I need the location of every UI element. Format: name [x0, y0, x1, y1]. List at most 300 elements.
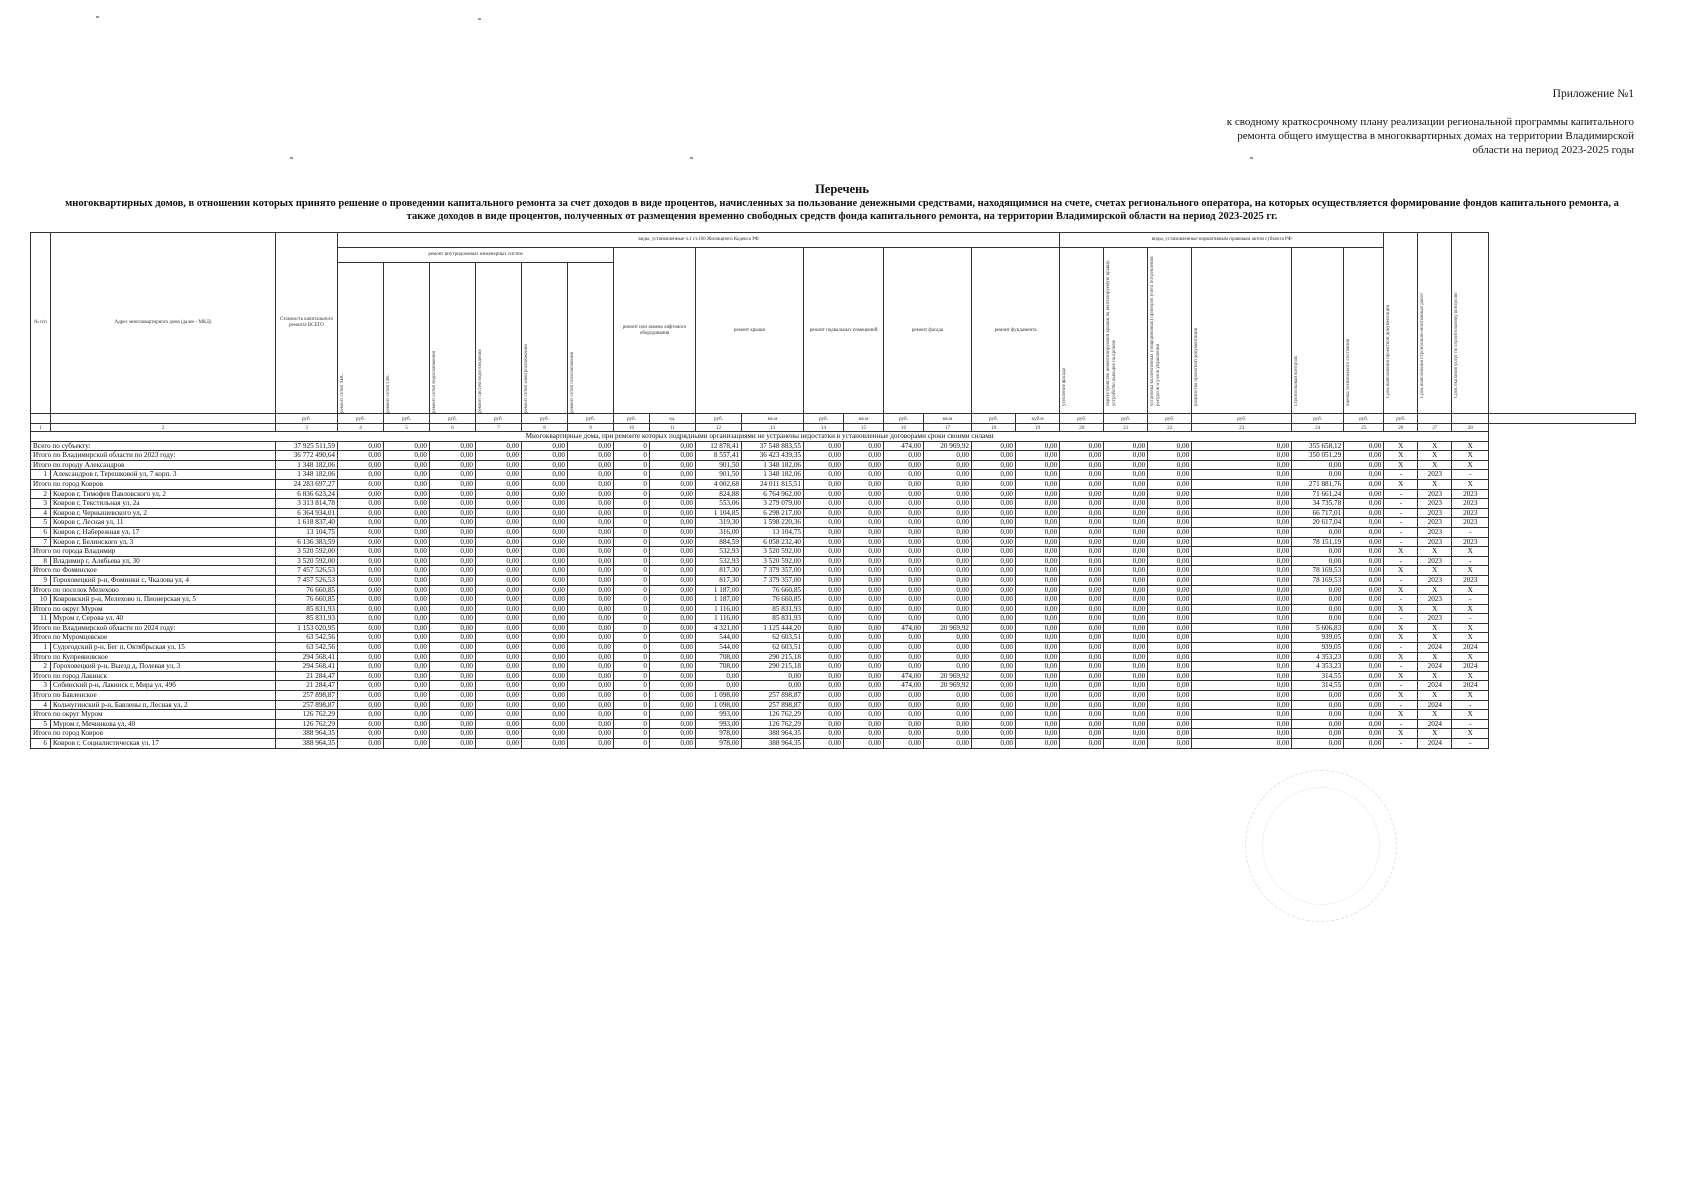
row-value: 0,00: [1148, 652, 1192, 662]
row-address: Итого по Владимирской области по 2024 году:: [31, 623, 276, 633]
row-value: 0,00: [844, 662, 884, 672]
row-cost: 3 313 814,78: [276, 499, 338, 509]
row-value: 0,00: [804, 499, 844, 509]
subtotal-row: [31, 566, 1636, 576]
row-value: 0: [614, 479, 650, 489]
subtotal-row: [31, 604, 1636, 614]
row-term: 2023: [1418, 537, 1452, 547]
row-value: 0: [614, 566, 650, 576]
row-address: Судогодский р-н, Бег п, Октябрьская ул, 15: [51, 643, 276, 653]
row-value: 0: [614, 585, 650, 595]
row-value: 0: [614, 537, 650, 547]
row-value: 0: [614, 595, 650, 605]
row-value: 355 658,12: [1292, 441, 1344, 451]
row-address: Муром г, Серова ул, 40: [51, 614, 276, 624]
row-value: 978,00: [696, 729, 742, 739]
row-address: Ковров г, Лесная ул, 11: [51, 518, 276, 528]
row-value: 0,00: [804, 710, 844, 720]
row-term: X: [1452, 671, 1489, 681]
row-value: 0: [614, 499, 650, 509]
row-value: 0,00: [1292, 719, 1344, 729]
row-value: 0,00: [650, 451, 696, 461]
row-value: 0,00: [430, 585, 476, 595]
row-value: 0,00: [1148, 479, 1192, 489]
row-value: 0,00: [1016, 662, 1060, 672]
row-cost: 1 348 182,06: [276, 470, 338, 480]
row-value: 0,00: [924, 566, 972, 576]
row-value: 0,00: [1192, 691, 1292, 701]
row-value: 0,00: [1292, 527, 1344, 537]
row-value: 0,00: [884, 566, 924, 576]
row-value: 0,00: [568, 719, 614, 729]
row-value: 350 051,29: [1292, 451, 1344, 461]
row-value: 1 116,00: [696, 614, 742, 624]
row-number: 11: [31, 614, 51, 624]
column-number: 6: [430, 424, 476, 432]
row-value: 0,00: [844, 508, 884, 518]
row-value: 0,00: [1104, 691, 1148, 701]
row-value: 0,00: [924, 595, 972, 605]
row-term: X: [1418, 479, 1452, 489]
row-value: 0,00: [650, 633, 696, 643]
row-value: 0,00: [650, 489, 696, 499]
row-term: 2023: [1418, 614, 1452, 624]
row-value: 0,00: [1192, 729, 1292, 739]
row-value: 0,00: [1104, 739, 1148, 749]
row-value: 0,00: [384, 739, 430, 749]
row-value: 0,00: [844, 451, 884, 461]
scan-speck: [290, 157, 293, 159]
row-value: 0,00: [1016, 671, 1060, 681]
row-value: 0,00: [1104, 460, 1148, 470]
row-value: 0,00: [338, 623, 384, 633]
row-value: 817,30: [696, 566, 742, 576]
row-value: 0,00: [338, 508, 384, 518]
row-value: 0,00: [476, 441, 522, 451]
row-value: 0,00: [1016, 719, 1060, 729]
row-value: 0: [614, 633, 650, 643]
row-value: 0,00: [1060, 681, 1104, 691]
row-value: 0,00: [430, 575, 476, 585]
row-value: 0,00: [430, 662, 476, 672]
row-value: 0,00: [1192, 585, 1292, 595]
row-term: 2023: [1418, 556, 1452, 566]
row-value: 0,00: [844, 623, 884, 633]
row-value: 0,00: [972, 508, 1016, 518]
table-row: [31, 470, 1636, 480]
subtotal-row: [31, 547, 1636, 557]
row-value: 0,00: [924, 604, 972, 614]
row-value: 0,00: [844, 518, 884, 528]
row-value: 0,00: [1344, 489, 1384, 499]
row-address: Собинский р-н, Лакинск г, Мира ул, 49б: [51, 681, 276, 691]
row-value: 0,00: [384, 489, 430, 499]
row-value: 0,00: [804, 681, 844, 691]
row-value: 4 002,68: [696, 479, 742, 489]
row-value: 0,00: [650, 614, 696, 624]
row-value: 0,00: [1192, 479, 1292, 489]
row-value: 0,00: [338, 460, 384, 470]
row-value: 0,00: [1060, 575, 1104, 585]
row-term: -: [1452, 527, 1489, 537]
table-row: [31, 508, 1636, 518]
row-value: 0,00: [1344, 479, 1384, 489]
row-value: 0,00: [384, 671, 430, 681]
row-value: 0,00: [972, 729, 1016, 739]
row-value: 0,00: [384, 547, 430, 557]
header-r4: разработка проектной документации: [1192, 248, 1292, 414]
row-value: 0,00: [1060, 671, 1104, 681]
column-number: 24: [1292, 424, 1344, 432]
row-value: 0,00: [1292, 460, 1344, 470]
row-value: 0,00: [650, 537, 696, 547]
row-value: 0,00: [568, 671, 614, 681]
row-value: 0,00: [1344, 460, 1384, 470]
column-number: 18: [972, 424, 1016, 432]
row-value: 0,00: [338, 441, 384, 451]
row-term: X: [1452, 451, 1489, 461]
row-value: 0,00: [1192, 441, 1292, 451]
row-value: 0,00: [972, 470, 1016, 480]
row-value: 0,00: [1192, 575, 1292, 585]
row-value: 0,00: [650, 652, 696, 662]
row-value: 0,00: [338, 518, 384, 528]
row-value: 0,00: [924, 691, 972, 701]
row-value: 0,00: [430, 527, 476, 537]
row-term: -: [1384, 556, 1418, 566]
row-term: 2024: [1418, 739, 1452, 749]
header-group-engineering: ремонт внутридомовых инженерных систем: [338, 248, 614, 263]
row-term: -: [1384, 575, 1418, 585]
row-value: 0,00: [568, 614, 614, 624]
row-value: 20 969,92: [924, 623, 972, 633]
row-value: 36 423 439,35: [742, 451, 804, 461]
row-address: Ковров г, Белинского ул, 3: [51, 537, 276, 547]
subtotal-row: [31, 451, 1636, 461]
row-value: 0,00: [650, 547, 696, 557]
row-value: 0,00: [1148, 681, 1192, 691]
row-address: Итого по город Ковров: [31, 729, 276, 739]
header-c27: Срок выполнения строительно-монтажных работ: [1418, 233, 1452, 414]
row-address: Итого по Муромцевское: [31, 633, 276, 643]
row-value: 0,00: [338, 575, 384, 585]
row-cost: 294 568,41: [276, 662, 338, 672]
row-value: 0,00: [650, 643, 696, 653]
row-term: X: [1384, 451, 1418, 461]
row-term: X: [1384, 671, 1418, 681]
row-value: 0,00: [476, 575, 522, 585]
row-value: 0,00: [430, 537, 476, 547]
row-value: 0,00: [924, 547, 972, 557]
row-value: 0,00: [972, 566, 1016, 576]
row-value: 0,00: [338, 479, 384, 489]
row-value: 0,00: [972, 643, 1016, 653]
section-title: Многоквартирные дома, при ремонте которых подрядными организациями не устранены недостатки в установленные договорами сроки своими силами: [31, 432, 1489, 442]
row-value: 0: [614, 614, 650, 624]
row-value: 0,00: [476, 623, 522, 633]
row-value: 1 116,00: [696, 604, 742, 614]
row-value: 0,00: [1148, 537, 1192, 547]
row-value: 0,00: [568, 691, 614, 701]
row-value: 0,00: [696, 681, 742, 691]
row-value: 1 187,00: [696, 585, 742, 595]
row-value: 0,00: [844, 527, 884, 537]
header-cost: Стоимость капитального ремонта ВСЕГО: [276, 233, 338, 414]
row-value: 0,00: [1192, 527, 1292, 537]
row-term: X: [1384, 604, 1418, 614]
header-hws: ремонт сетей ГВС: [384, 263, 430, 414]
row-value: 0,00: [1192, 595, 1292, 605]
row-value: 0,00: [522, 719, 568, 729]
row-value: 0,00: [1192, 643, 1292, 653]
row-value: 0,00: [924, 537, 972, 547]
row-value: 0,00: [1060, 662, 1104, 672]
row-value: 8 557,41: [696, 451, 742, 461]
row-value: 0,00: [1148, 499, 1192, 509]
row-value: 0,00: [568, 441, 614, 451]
row-value: 0,00: [384, 652, 430, 662]
row-term: 2024: [1418, 700, 1452, 710]
row-value: 34 735,78: [1292, 499, 1344, 509]
column-number: 2: [51, 424, 276, 432]
row-value: 0,00: [476, 518, 522, 528]
row-value: 0,00: [1148, 700, 1192, 710]
row-value: 0,00: [522, 739, 568, 749]
header-power: ремонт сетей электроснабжения: [522, 263, 568, 414]
row-value: 0,00: [696, 671, 742, 681]
row-value: 290 215,18: [742, 662, 804, 672]
row-term: X: [1418, 671, 1452, 681]
row-value: 0,00: [1292, 710, 1344, 720]
column-number: 10: [614, 424, 650, 432]
row-cost: 126 762,29: [276, 719, 338, 729]
row-value: 0,00: [972, 691, 1016, 701]
row-value: 0,00: [1192, 547, 1292, 557]
row-cost: 388 964,35: [276, 739, 338, 749]
row-value: 0,00: [1104, 508, 1148, 518]
table-row: [31, 662, 1636, 672]
row-value: 0,00: [568, 556, 614, 566]
row-value: 0,00: [338, 595, 384, 605]
row-value: 0,00: [804, 489, 844, 499]
unit-cell: руб.: [384, 414, 430, 424]
row-cost: 76 660,85: [276, 595, 338, 605]
header-r5: строительный контроль: [1292, 248, 1344, 414]
row-value: 0,00: [1344, 671, 1384, 681]
row-value: 0: [614, 623, 650, 633]
row-value: 0,00: [650, 671, 696, 681]
row-value: 0,00: [884, 489, 924, 499]
row-address: Итого по Бавленское: [31, 691, 276, 701]
row-value: 0,00: [1292, 547, 1344, 557]
unit-cell: кв.м: [844, 414, 884, 424]
table-row: [31, 614, 1636, 624]
row-value: 37 548 883,55: [742, 441, 804, 451]
subtotal-row: [31, 460, 1636, 470]
row-value: 0,00: [924, 729, 972, 739]
row-value: 0,00: [884, 575, 924, 585]
row-value: 0,00: [650, 662, 696, 672]
row-address: Итого по поселок Мелехово: [31, 585, 276, 595]
row-address: Муром г, Мечникова ул, 40: [51, 719, 276, 729]
row-value: 0,00: [1148, 451, 1192, 461]
row-term: 2023: [1452, 518, 1489, 528]
row-value: 0,00: [1060, 691, 1104, 701]
unit-cell: руб.: [476, 414, 522, 424]
row-value: 0,00: [522, 460, 568, 470]
row-value: 0,00: [522, 729, 568, 739]
row-value: 0,00: [1344, 518, 1384, 528]
row-value: 0,00: [972, 739, 1016, 749]
subtotal-row: [31, 633, 1636, 643]
row-value: 0,00: [384, 681, 430, 691]
row-address: Итого по город Лакинск: [31, 671, 276, 681]
row-value: 0,00: [924, 700, 972, 710]
row-value: 0,00: [476, 643, 522, 653]
row-value: 0,00: [804, 729, 844, 739]
row-value: 0,00: [972, 671, 1016, 681]
row-value: 4 353,23: [1292, 652, 1344, 662]
row-value: 0,00: [1344, 729, 1384, 739]
row-value: 901,50: [696, 460, 742, 470]
stamp-inner-mark: [1262, 787, 1380, 905]
row-value: 0,00: [844, 547, 884, 557]
row-value: 0,00: [522, 499, 568, 509]
row-value: 0,00: [804, 556, 844, 566]
row-value: 71 661,24: [1292, 489, 1344, 499]
row-value: 0,00: [804, 633, 844, 643]
row-value: 0,00: [1060, 585, 1104, 595]
row-value: 0,00: [522, 575, 568, 585]
table-row: [31, 643, 1636, 653]
row-value: 0,00: [884, 633, 924, 643]
row-value: 0,00: [1344, 691, 1384, 701]
row-value: 0: [614, 710, 650, 720]
row-value: 0,00: [1344, 585, 1384, 595]
row-value: 0,00: [1148, 460, 1192, 470]
row-value: 0,00: [804, 470, 844, 480]
row-value: 0,00: [1060, 451, 1104, 461]
row-value: 0,00: [522, 623, 568, 633]
row-value: 0,00: [384, 470, 430, 480]
row-value: 0: [614, 518, 650, 528]
header-basement: ремонт подвальных помещений: [804, 248, 884, 414]
row-value: 0,00: [884, 710, 924, 720]
row-term: X: [1418, 691, 1452, 701]
row-cost: 85 831,93: [276, 604, 338, 614]
row-cost: 85 831,93: [276, 614, 338, 624]
row-value: 0,00: [972, 518, 1016, 528]
column-number: 23: [1192, 424, 1292, 432]
row-value: 0: [614, 739, 650, 749]
row-value: 0,00: [1104, 652, 1148, 662]
row-value: 0,00: [844, 460, 884, 470]
row-value: 0,00: [522, 585, 568, 595]
header-heat: ремонт сетей ХВС: [338, 263, 384, 414]
row-value: 474,00: [884, 681, 924, 691]
row-term: -: [1452, 556, 1489, 566]
row-value: 0: [614, 470, 650, 480]
table-row: [31, 499, 1636, 509]
row-value: 0,00: [884, 547, 924, 557]
row-value: 0,00: [568, 633, 614, 643]
row-value: 0,00: [844, 729, 884, 739]
row-value: 0,00: [338, 537, 384, 547]
row-value: 66 717,01: [1292, 508, 1344, 518]
row-value: 0,00: [804, 566, 844, 576]
row-value: 0,00: [1104, 729, 1148, 739]
row-value: 978,00: [696, 739, 742, 749]
row-number: 7: [31, 537, 51, 547]
row-number: 1: [31, 643, 51, 653]
row-value: 0,00: [568, 729, 614, 739]
row-value: 0,00: [1060, 614, 1104, 624]
column-number: 14: [804, 424, 844, 432]
table-row: [31, 556, 1636, 566]
row-value: 0,00: [1016, 470, 1060, 480]
row-value: 0,00: [522, 691, 568, 701]
row-value: 0,00: [924, 499, 972, 509]
row-value: 0,00: [1192, 681, 1292, 691]
header-group-regional: виды, установленные нормативным правовым актом субъекта РФ: [1060, 233, 1384, 248]
column-number: 4: [338, 424, 384, 432]
row-value: 0,00: [1104, 441, 1148, 451]
row-term: -: [1384, 470, 1418, 480]
row-value: 0,00: [972, 499, 1016, 509]
row-value: 0: [614, 652, 650, 662]
subtotal-row: [31, 710, 1636, 720]
row-value: 0,00: [1344, 441, 1384, 451]
row-value: 76 660,85: [742, 585, 804, 595]
row-address: Итого по Владимирской области по 2023 году:: [31, 451, 276, 461]
row-value: 0,00: [476, 556, 522, 566]
row-cost: 7 457 526,53: [276, 575, 338, 585]
unit-cell: куб.м: [1016, 414, 1060, 424]
row-value: 0,00: [742, 681, 804, 691]
row-value: 0,00: [1016, 633, 1060, 643]
row-address: Ковровский р-н, Мелехово п, Пионерская ул, 5: [51, 595, 276, 605]
row-value: 0,00: [924, 479, 972, 489]
scan-speck: [478, 18, 481, 20]
row-value: 0,00: [1192, 556, 1292, 566]
row-value: 0,00: [804, 547, 844, 557]
row-value: 0: [614, 556, 650, 566]
row-value: 0,00: [568, 499, 614, 509]
row-value: 0,00: [924, 518, 972, 528]
row-value: 0,00: [476, 508, 522, 518]
row-cost: 6 364 934,01: [276, 508, 338, 518]
unit-cell: ед.: [650, 414, 696, 424]
row-value: 0: [614, 451, 650, 461]
row-value: 0,00: [384, 451, 430, 461]
row-term: -: [1452, 719, 1489, 729]
row-value: 0,00: [1104, 575, 1148, 585]
row-value: 0,00: [1016, 566, 1060, 576]
row-value: 0,00: [844, 710, 884, 720]
row-value: 0,00: [1292, 585, 1344, 595]
row-value: 0,00: [1292, 614, 1344, 624]
row-value: 12 878,41: [696, 441, 742, 451]
row-value: 0,00: [430, 441, 476, 451]
row-term: X: [1418, 604, 1452, 614]
row-value: 0,00: [522, 470, 568, 480]
row-value: 85 831,93: [742, 614, 804, 624]
row-term: 2023: [1418, 527, 1452, 537]
row-value: 0,00: [384, 556, 430, 566]
row-number: 3: [31, 681, 51, 691]
row-value: 0,00: [1192, 662, 1292, 672]
row-value: 0,00: [1192, 499, 1292, 509]
